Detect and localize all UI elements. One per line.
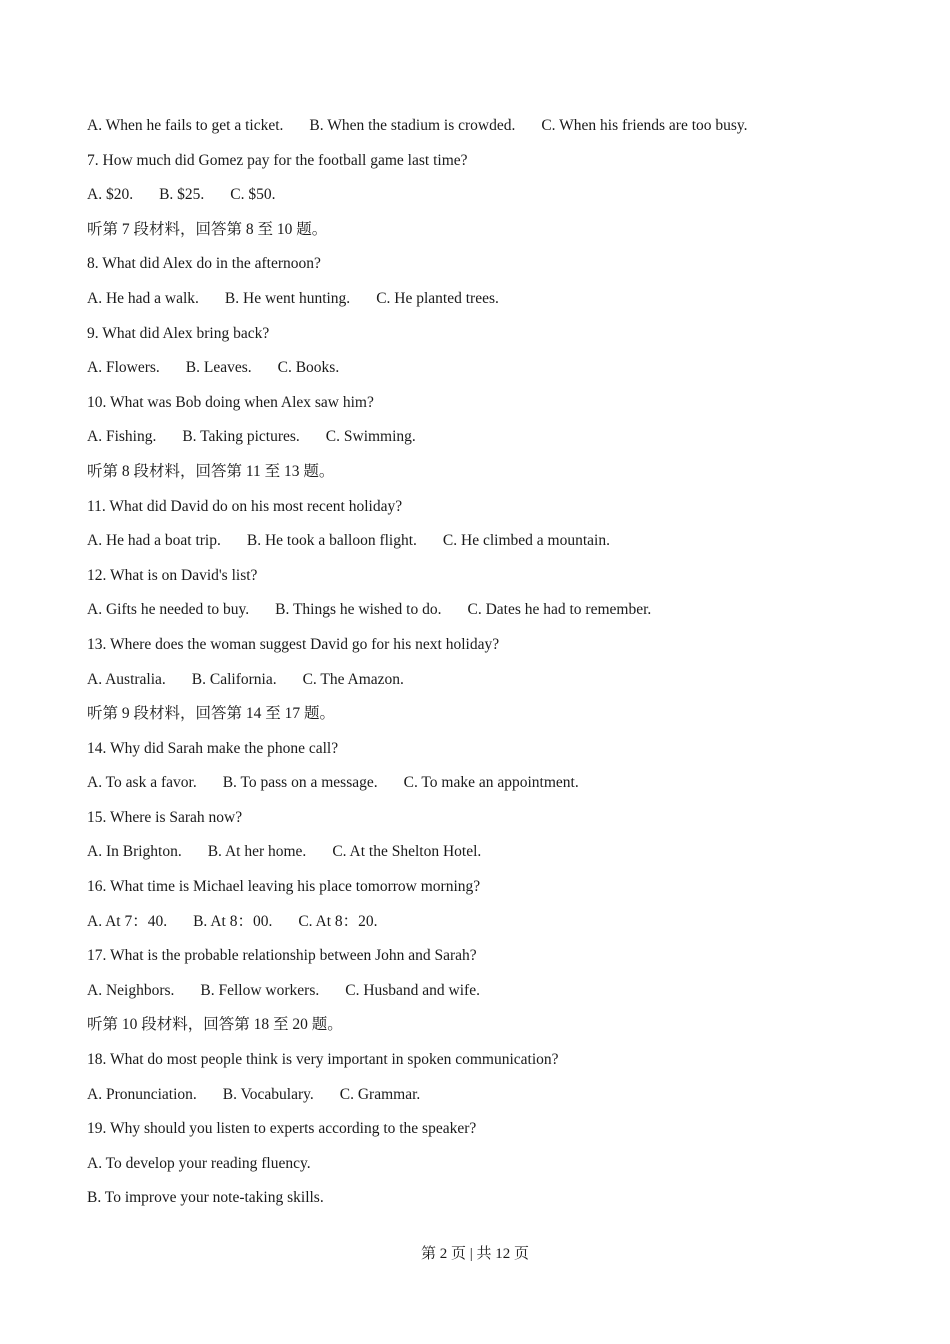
answer-options-row	[87, 524, 887, 559]
answer-option: A. Flowers.	[87, 359, 160, 377]
question-text: 15. Where is Sarah now?	[87, 808, 243, 826]
answer-options-row	[87, 109, 887, 144]
answer-options-row	[87, 593, 887, 628]
answer-option: B. He went hunting.	[224, 289, 351, 307]
answer-options-row	[87, 974, 887, 1009]
answer-option: A. Neighbors.	[87, 981, 175, 999]
answer-option: C. The Amazon.	[302, 670, 404, 688]
answer-option: C. He planted trees.	[376, 289, 499, 307]
answer-option: A. To ask a favor.	[87, 774, 197, 792]
answer-options-row	[87, 282, 887, 317]
section-instruction: 听第 10 段材料，回答第 18 至 20 题。	[87, 1016, 343, 1034]
answer-options-row	[87, 420, 887, 455]
answer-option: C. Grammar.	[339, 1085, 421, 1103]
answer-option: B. He took a balloon flight.	[246, 532, 417, 550]
answer-options-row	[87, 835, 887, 870]
answer-option: C. To make an appointment.	[403, 774, 579, 792]
answer-option: C. At the Shelton Hotel.	[332, 843, 482, 861]
answer-option: B. Taking pictures.	[182, 428, 300, 446]
document-body	[87, 109, 887, 1216]
answer-options-row	[87, 178, 887, 213]
answer-option: C. At 8：20.	[298, 912, 378, 930]
answer-option: B. Leaves.	[185, 359, 252, 377]
answer-option: C. Husband and wife.	[345, 981, 480, 999]
answer-options-row	[87, 905, 887, 940]
answer-option: C. $50.	[230, 186, 276, 204]
answer-option: A. Gifts he needed to buy.	[87, 601, 250, 619]
answer-option: C. Books.	[277, 359, 340, 377]
answer-option: A. When he fails to get a ticket.	[87, 117, 284, 134]
answer-option: B. Vocabulary.	[222, 1085, 314, 1103]
answer-option: A. He had a walk.	[87, 289, 199, 307]
answer-option: B. California.	[191, 670, 277, 688]
answer-option: C. He climbed a mountain.	[442, 532, 610, 550]
answer-option: A. At 7：40.	[87, 912, 168, 930]
question-text: 11. What did David do on his most recent holiday?	[87, 497, 403, 515]
question-text: 16. What time is Michael leaving his place tomorrow morning?	[87, 878, 481, 896]
answer-option: C. Dates he had to remember.	[467, 601, 652, 619]
question-text: 9. What did Alex bring back?	[87, 324, 270, 342]
answer-option: B. At 8：00.	[193, 912, 273, 930]
answer-options-row	[87, 766, 887, 801]
question-text: 19. Why should you listen to experts according to the speaker?	[87, 1120, 477, 1138]
answer-option: C. When his friends are too busy.	[541, 117, 748, 134]
answer-option: A. To develop your reading fluency.	[87, 1154, 311, 1172]
question-text: 10. What was Bob doing when Alex saw him?	[87, 393, 374, 411]
answer-option: A. Pronunciation.	[87, 1085, 197, 1103]
answer-option: B. At her home.	[207, 843, 307, 861]
page-footer: 第 2 页 | 共 12 页	[420, 1246, 529, 1262]
answer-option: B. When the stadium is crowded.	[309, 117, 516, 134]
answer-option: A. In Brighton.	[87, 843, 182, 861]
answer-option: A. Fishing.	[87, 428, 157, 446]
question-text: 17. What is the probable relationship between John and Sarah?	[87, 947, 477, 965]
section-instruction: 听第 7 段材料，回答第 8 至 10 题。	[87, 220, 328, 238]
answer-option: B. To pass on a message.	[222, 774, 378, 792]
section-instruction: 听第 8 段材料，回答第 11 至 13 题。	[87, 462, 335, 480]
answer-option: A. He had a boat trip.	[87, 532, 221, 550]
answer-options-row	[87, 663, 887, 698]
question-text: 18. What do most people think is very important in spoken communication?	[87, 1051, 559, 1069]
answer-option: B. Fellow workers.	[200, 981, 320, 999]
section-instruction: 听第 9 段材料，回答第 14 至 17 题。	[87, 705, 336, 723]
answer-option: B. $25.	[159, 186, 205, 204]
answer-option: C. Swimming.	[325, 428, 416, 446]
answer-options-row	[87, 351, 887, 386]
question-text: 8. What did Alex do in the afternoon?	[87, 255, 321, 273]
answer-options-row	[87, 1078, 887, 1113]
question-text: 13. Where does the woman suggest David go for his next holiday?	[87, 635, 500, 653]
question-text: 7. How much did Gomez pay for the football game last time?	[87, 151, 468, 169]
answer-option: A. $20.	[87, 186, 134, 204]
answer-option: A. Australia.	[87, 670, 166, 688]
answer-option: B. Things he wished to do.	[275, 601, 442, 619]
question-text: 14. Why did Sarah make the phone call?	[87, 739, 339, 757]
question-text: 12. What is on David's list?	[87, 566, 258, 584]
answer-option: B. To improve your note-taking skills.	[87, 1189, 324, 1207]
